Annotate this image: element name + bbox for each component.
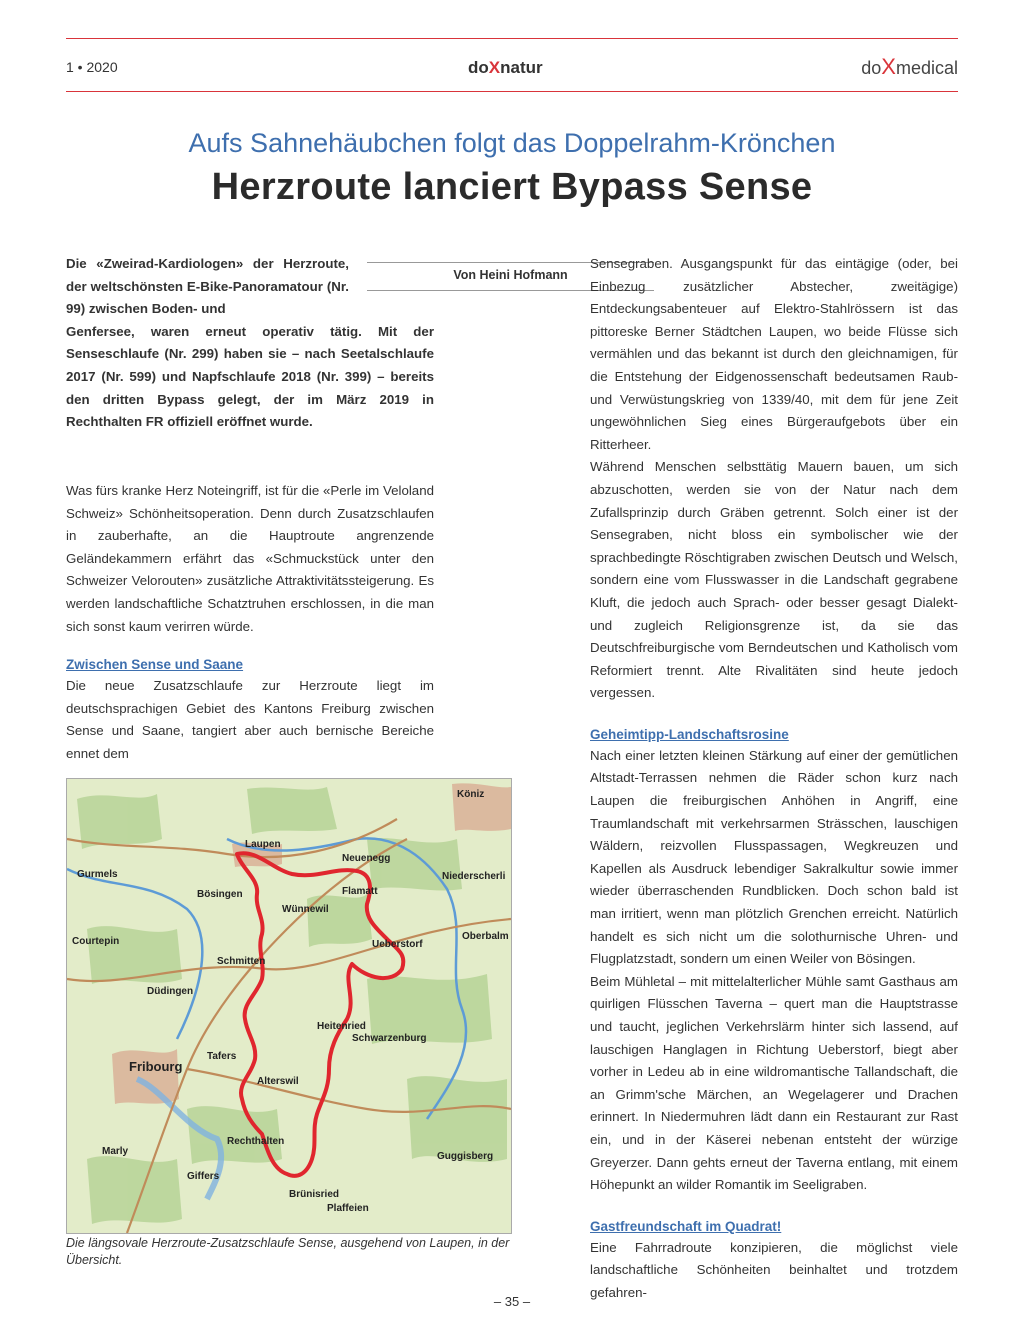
map-label-koniz: Köniz — [457, 789, 485, 800]
map-label-schmitten: Schmitten — [217, 956, 266, 967]
right-column-body — [590, 253, 958, 1305]
map-label-rechthalten: Rechthalten — [227, 1136, 285, 1147]
paragraph: Sensegraben. Ausgangspunkt für das eintägige (oder, bei Einbezug zusätzlicher Abstecher, zweitägige) Entdeckungsabenteuer auf Elektro-Stahlrössern ist das pittoreske Berner Städtchen Laupen, wo beide Flüsse sich vermählen und das bekannt ist durch den gleichnamigen, für die Entstehung der Eidgenossenschaft bedeutsamen Raub- und Verwüstungskrieg von 1339/40, mit dem für jene Zeit ungewöhnlichen Sieg eines Bürgeraufgebots über ein Ritterheer. — [590, 256, 958, 452]
paragraph: Beim Mühletal – mit mittelalterlicher Mühle samt Gasthaus am quirligen Flüsschen Taverna – quert man die Hauptstrasse und taucht, jeglichen Verkehrslärm hinter sich lassend, auf lauschigen Hanglagen in Richtung Ueberstorf, biegt aber vorher in Ledeu ab in eine wildromantische Tallandschaft, die an Grimm'sche Märchen, an Wegelagerer und Drachen erinnert. In Niedermuhren lädt dann ein Restaurant zur Rast ein, und in der Käserei nebenan entsteht der würzige Greyerzer. Dann gehts erneut der Taverna entlang, mit einem Höhepunkt an wilder Romantik im Seeligraben. — [590, 973, 958, 1193]
article-title: Herzroute lanciert Bypass Sense — [211, 166, 813, 208]
route-map-svg — [67, 779, 511, 1233]
map-label-laupen: Laupen — [245, 839, 281, 850]
left-column-body — [66, 480, 434, 766]
map-label-guggisberg: Guggisberg — [437, 1151, 494, 1162]
map-label-schwarzenburg: Schwarzenburg — [352, 1033, 427, 1044]
map-label-flamatt: Flamatt — [342, 886, 378, 897]
map-label-fribourg: Fribourg — [129, 1059, 183, 1074]
magazine-name: doXnatur — [468, 58, 543, 77]
map-label-marly: Marly — [102, 1146, 129, 1157]
doxmedical-logo: doXmedical — [861, 54, 958, 79]
map-label-gurmels: Gurmels — [77, 869, 118, 880]
map-label-heitenried: Heitenried — [317, 1021, 366, 1032]
map-label-plaffeien: Plaffeien — [327, 1203, 369, 1214]
map-label-niederscherli: Niederscherli — [442, 871, 506, 882]
paragraph: Nach einer letzten kleinen Stärkung auf einer der gemütlichen Altstadt-Terrassen nehmen die Räder schon kurz nach Laupen die freiburgischen Anhöhen in Angriff, eine Traumlandschaft mit verkehrsarmen Strässchen, lauschigen Wäldern, reizvollen Flusspassagen, Wegkreuzen und Kapellen als Ausdruck lebendiger Sakralkultur sowie immer wieder überraschenden Rundblicken. Doch schon bald ist man irritiert, wenn man plötzlich Grenchen erreicht. Natürlich handelt es sich nicht um die solothurnische Uhren- und Flugplatzstadt, sondern um einen Weiler von Bösingen. — [590, 747, 958, 967]
issue-number: 1 • 2020 — [66, 59, 118, 75]
map-label-oberbalm: Oberbalm — [462, 931, 509, 942]
section-heading: Zwischen Sense und Saane — [66, 657, 244, 673]
lead-paragraph — [66, 253, 434, 434]
map-label-giffers: Giffers — [187, 1171, 220, 1182]
paragraph: Eine Fahrradroute konzipieren, die möglichst viele landschaftliche Schönheiten beinhaltet und trotzdem gefahren- — [590, 1239, 958, 1300]
section-heading: Geheimtipp-Landschaftsrosine — [590, 726, 789, 742]
map-label-courtepin: Courtepin — [72, 936, 120, 947]
article-subtitle: Aufs Sahnehäubchen folgt das Doppelrahm-Krönchen — [188, 128, 836, 158]
map-label-tafers: Tafers — [207, 1051, 237, 1062]
lead-part-2: Genfersee, waren erneut operativ tätig. Mit der Senseschlaufe (Nr. 299) haben sie – nach Seetalschlaufe 2017 (Nr. 599) und Napfschlaufe 2018 (Nr. 399) – bereits den dritten Bypass gelegt, der im März 2019 in Rechthalten FR offiziell eröffnet wurde. — [66, 323, 434, 430]
byline: Von Heini Hofmann — [453, 268, 568, 282]
section-heading: Gastfreundschaft im Quadrat! — [590, 1218, 782, 1234]
map-label-neuenegg: Neuenegg — [342, 853, 391, 864]
lead-part-1: Die «Zweirad-Kardiologen» der Herzroute, der weltschönsten E-Bike-Panoramatour (Nr. 99) zwischen Boden- und — [66, 256, 349, 317]
map-label-brunisried: Brünisried — [289, 1189, 340, 1200]
header-top-rule — [66, 38, 958, 39]
map-label-dudingen: Düdingen — [147, 986, 194, 997]
paragraph: Während Menschen selbsttätig Mauern bauen, um sich abzuschotten, werden sie von der Natur nach dem Zufallsprinzip durch Gräben getrennt. Solch einer ist der Sensegraben, nicht bloss ein symbolischer wie der sprachbedingte Röschtigraben zwischen Deutsch und Welsch, sondern eine vom Flusswasser in die Landschaft gegrabene Kluft, die jedoch auch Sprach- oder besser gesagt Dialekt- und zugleich Religionsgrenze ist, da sie das Deutschfreiburgische vom Berndeutschen und Katholisch vom Reformiert trennt. Alte Rivalitäten sind heute jedoch vergessen. — [590, 459, 958, 701]
map-label-wunnewil: Wünnewil — [282, 904, 329, 915]
map-caption: Die längsovale Herzroute-Zusatzschlaufe Sense, ausgehend von Laupen, in der Übersicht. — [66, 1236, 510, 1267]
page-number: – 35 – — [493, 1294, 531, 1309]
map-label-bosingen: Bösingen — [197, 889, 243, 900]
map-label-ueberstorf: Ueberstorf — [372, 939, 423, 950]
paragraph: Was fürs kranke Herz Noteingriff, ist für die «Perle im Veloland Schweiz» Schönheitsoperation. Denn durch Zusatzschlaufen in zauberhafte, an die Hauptroute angrenzende Geländekammern erfährt das «Schmuckstück unter den Schweizer Velorouten» zusätzliche Attraktivitätssteigerung. Es werden landschaftliche Schatztruhen erschlossen, in die man sich sonst kaum verirren würde. — [66, 483, 434, 634]
map-label-alterswil: Alterswil — [257, 1076, 299, 1087]
route-map — [66, 778, 512, 1234]
header-bottom-rule — [66, 91, 958, 92]
paragraph: Die neue Zusatzschlaufe zur Herzroute liegt im deutschsprachigen Gebiet des Kantons Freiburg zwischen Sense und Saane, tangiert aber auch bernische Bereiche ennet dem — [66, 678, 434, 761]
